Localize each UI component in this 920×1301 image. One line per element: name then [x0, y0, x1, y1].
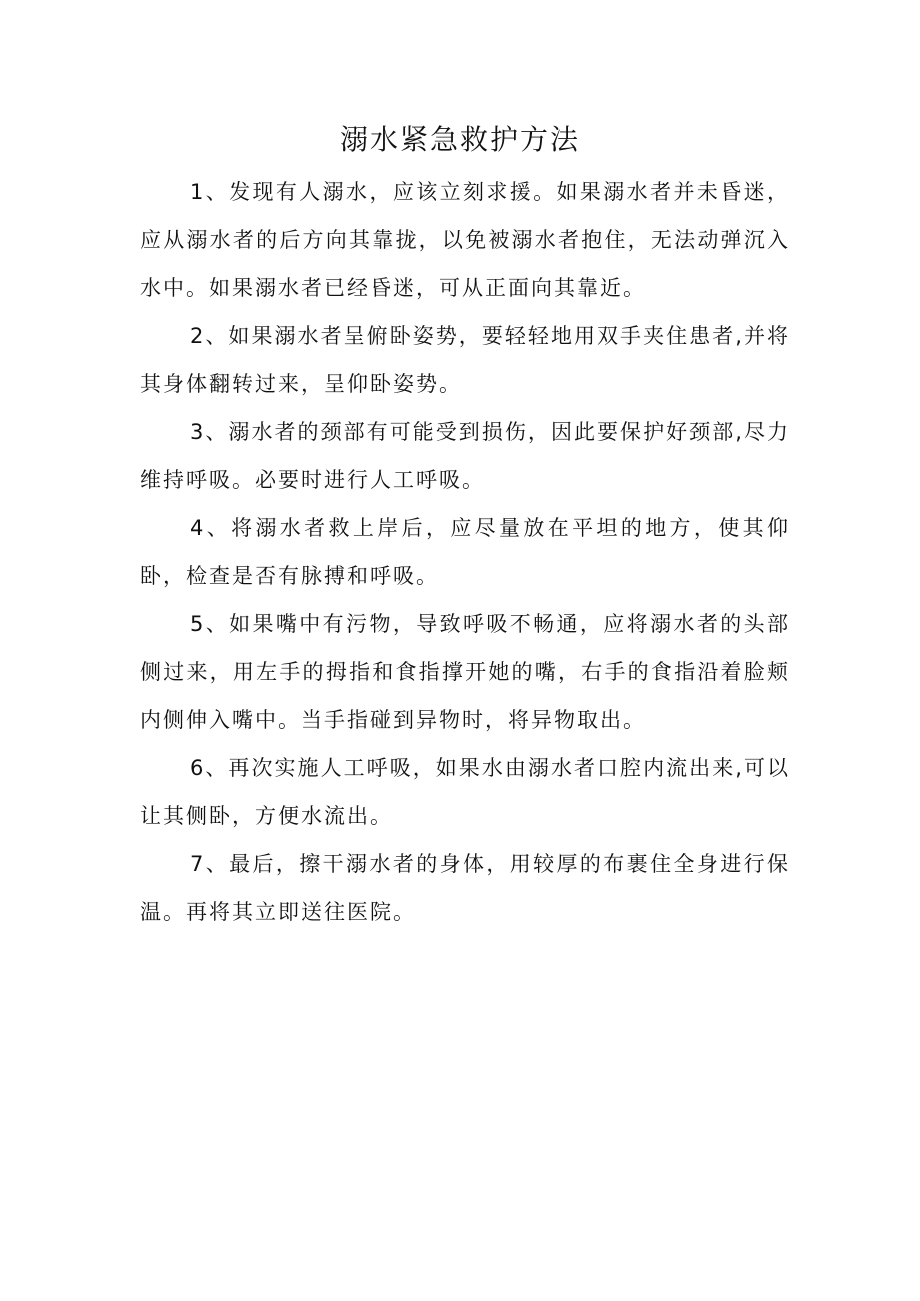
paragraph-4: 4、将溺水者救上岸后，应尽量放在平坦的地方，使其仰卧，检查是否有脉搏和呼吸。 — [140, 516, 790, 588]
paragraph-5: 5、如果嘴中有污物，导致呼吸不畅通，应将溺水者的头部侧过来，用左手的拇指和食指撑开她的嘴，右手的食指沿着脸颊内侧伸入嘴中。当手指碰到异物时，将异物取出。 — [140, 612, 790, 732]
document-body — [140, 168, 790, 936]
document-title: 溺水紧急救护方法 — [339, 123, 580, 156]
paragraph-1: 1、发现有人溺水，应该立刻求援。如果溺水者并未昏迷，应从溺水者的后方向其靠拢，以免被溺水者抱住，无法动弹沉入水中。如果溺水者已经昏迷，可从正面向其靠近。 — [140, 180, 790, 300]
paragraph-3: 3、溺水者的颈部有可能受到损伤，因此要保护好颈部,尽力维持呼吸。必要时进行人工呼吸。 — [140, 420, 790, 492]
paragraph-7: 7、最后，擦干溺水者的身体，用较厚的布裹住全身进行保温。再将其立即送往医院。 — [140, 852, 790, 924]
paragraph-6: 6、再次实施人工呼吸，如果水由溺水者口腔内流出来,可以让其侧卧，方便水流出。 — [140, 756, 790, 828]
paragraph-2: 2、如果溺水者呈俯卧姿势，要轻轻地用双手夹住患者,并将其身体翻转过来，呈仰卧姿势。 — [140, 324, 790, 396]
